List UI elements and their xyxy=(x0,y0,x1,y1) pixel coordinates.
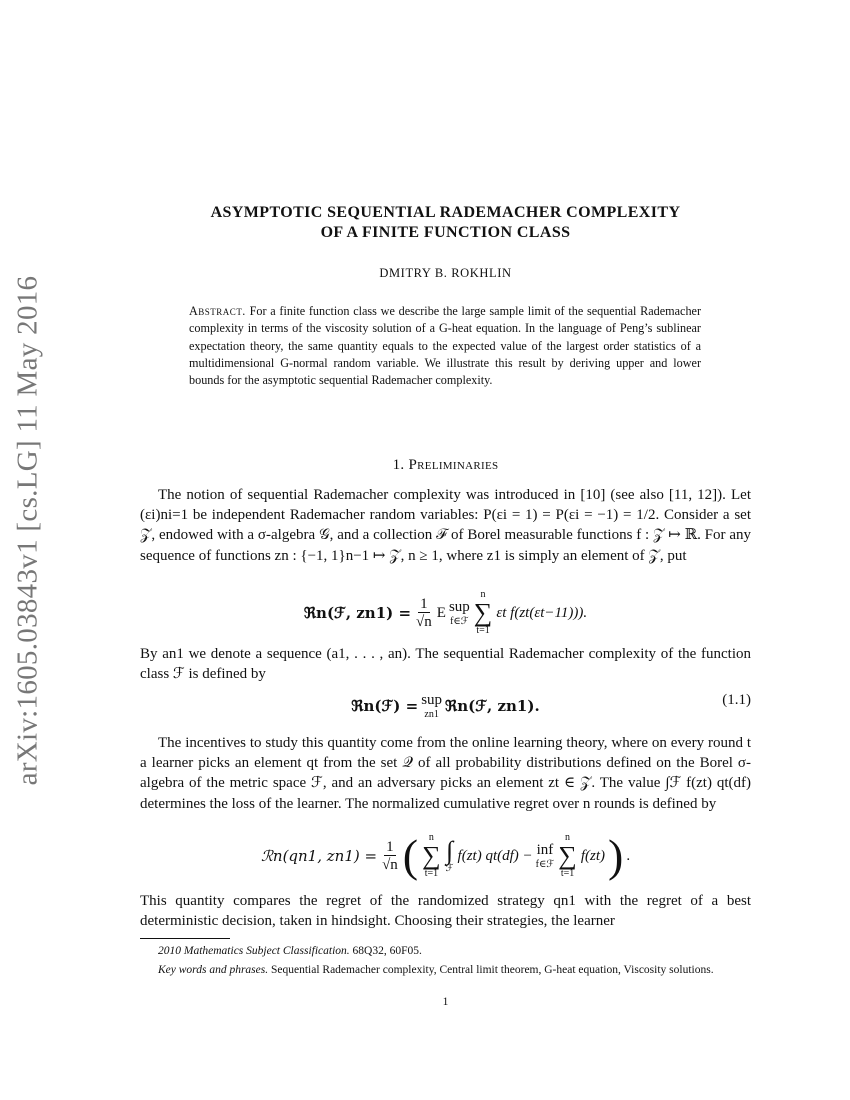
abstract-text: For a finite function class we describe the large sample limit of the sequential Rademacher complexity in terms of the viscosity solution of a G-heat equation. In the language of Peng’s sublinear expectation theory, the same quantity equals to the expected value of the largest order statistics of a multidimensional G-normal random variable. We illustrate this result by deriving upper and lower bounds for the asymptotic sequential Rademacher complexity. xyxy=(189,304,702,388)
eq1-lhs: ℜn(ℱ, zn1) = xyxy=(303,604,412,622)
eq3-open-paren: ( xyxy=(402,830,419,881)
eq2-body: ℜn(ℱ, zn1). xyxy=(445,696,540,715)
equation-number: (1.1) xyxy=(722,692,751,708)
eq1-sup-word: sup xyxy=(448,599,470,616)
eq2-lhs: ℜn(ℱ) = xyxy=(351,696,419,715)
eq3-sum xyxy=(422,833,441,879)
eq3-frac-num: 1 xyxy=(386,838,394,855)
eq3-sum2-top: n xyxy=(565,832,571,843)
eq3-integral xyxy=(446,838,454,874)
title-line-1: ASYMPTOTIC SEQUENTIAL RADEMACHER COMPLEXITY xyxy=(210,204,681,221)
eq3-integrand: f(zt) qt(df) − xyxy=(457,847,533,864)
paragraph-3: The incentives to study this quantity come from the online learning theory, where on every round t a learner picks an element qt from the set 𝒬 of all probability distributions defined on the Borel σ-algebra of the metric space ℱ, and an adversary picks an element zt ∈ 𝒵. The value ∫ℱ f(zt) qt(df) determines the loss of the learner. The normalized cumulative regret over n rounds is defined by xyxy=(140,735,751,812)
eq3-fraction xyxy=(382,839,398,874)
footnote-rule xyxy=(140,938,230,939)
arxiv-side-stamp xyxy=(6,250,50,810)
eq2-sup-sub: zn1 xyxy=(424,708,439,720)
section-heading xyxy=(140,457,751,474)
eq3-sum2-body: f(zt) xyxy=(580,847,605,864)
eq1-sup-sub: f∈ℱ xyxy=(450,615,469,627)
equation-regret xyxy=(140,830,751,889)
paragraph-1: The notion of sequential Rademacher complexity was introduced in [10] (see also [11, 12]). Let (εi)ni=1 be independent Rademacher random variables: P(εi = 1) = P(εi = −1) = 1/2. Consider a set 𝒵, endowed with a σ-algebra 𝒢, and a collection ℱ of Borel measurable functions f : 𝒵 ↦ ℝ. For any sequence of functions zn : {−1, 1}n−1 ↦ 𝒵, n ≥ 1, where z1 is simply an element of 𝒵, put xyxy=(140,487,751,564)
eq3-sum2-symbol: ∑ xyxy=(558,841,577,870)
eq1-sup xyxy=(449,599,470,627)
eq3-close-paren: ) xyxy=(607,830,624,881)
paper-title xyxy=(140,203,751,243)
eq1-sum-bottom: t=1 xyxy=(476,625,490,636)
eq3-inf xyxy=(536,842,555,870)
footnote-keywords-text: Sequential Rademacher complexity, Central limit theorem, G-heat equation, Viscosity solutions. xyxy=(270,964,714,976)
section-number: 1. xyxy=(392,457,405,473)
author-name: DMITRY B. ROKHLIN xyxy=(379,266,512,280)
eq3-integral-sub: ℱ xyxy=(445,863,454,874)
abstract-lead: Abstract. xyxy=(189,304,246,318)
eq1-sum-top: n xyxy=(480,589,486,600)
eq1-frac-den: √n xyxy=(416,613,432,630)
footnote-keywords xyxy=(140,962,751,978)
footnote-keywords-label: Key words and phrases. xyxy=(158,964,269,976)
eq1-fraction xyxy=(416,596,432,631)
eq3-inf-sub: f∈ℱ xyxy=(535,858,555,870)
footnote-msc-text: 68Q32, 60F05. xyxy=(352,945,422,957)
title-line-2: OF A FINITE FUNCTION CLASS xyxy=(320,224,571,241)
eq1-sum-symbol: ∑ xyxy=(473,598,493,627)
eq1-body: εt f(zt(εt−11))). xyxy=(496,604,588,621)
abstract xyxy=(189,303,701,389)
eq3-frac-den: √n xyxy=(382,856,398,873)
eq3-sum-2 xyxy=(558,833,577,879)
eq2-sup xyxy=(421,692,442,720)
footnote-msc xyxy=(140,943,751,959)
eq3-sum-symbol: ∑ xyxy=(422,841,441,870)
eq3-lhs: ℛn(qn1, zn1) = xyxy=(260,847,378,865)
eq3-inf-word: inf xyxy=(536,842,554,859)
eq3-sum2-bottom: t=1 xyxy=(560,868,575,879)
paragraph-4: This quantity compares the regret of the randomized strategy qn1 with the regret of a best deterministic decision, taken in hindsight. Choosing their strategies, the learner xyxy=(140,893,751,930)
eq3-end: . xyxy=(626,847,631,864)
eq1-expectation: E xyxy=(436,604,446,621)
footnote-msc-label: 2010 Mathematics Subject Classification. xyxy=(158,945,350,957)
eq1-frac-num: 1 xyxy=(420,595,428,612)
equation-1 xyxy=(140,590,751,636)
eq3-integral-symbol: ∫ xyxy=(446,836,454,865)
arxiv-identifier: arXiv:1605.03843v1 [cs.LG] 11 May 2016 xyxy=(11,275,44,785)
eq1-sum xyxy=(474,590,493,636)
page-number: 1 xyxy=(442,996,449,1008)
section-name: Preliminaries xyxy=(408,457,499,473)
paragraph-2: By an1 we denote a sequence (a1, . . . , an). The sequential Rademacher complexity of the function class ℱ is defined by xyxy=(140,646,751,683)
eq3-sum-bottom: t=1 xyxy=(424,868,439,879)
eq2-sup-word: sup xyxy=(421,692,443,708)
eq3-sum-top: n xyxy=(428,832,434,843)
equation-1-1 xyxy=(140,692,751,726)
